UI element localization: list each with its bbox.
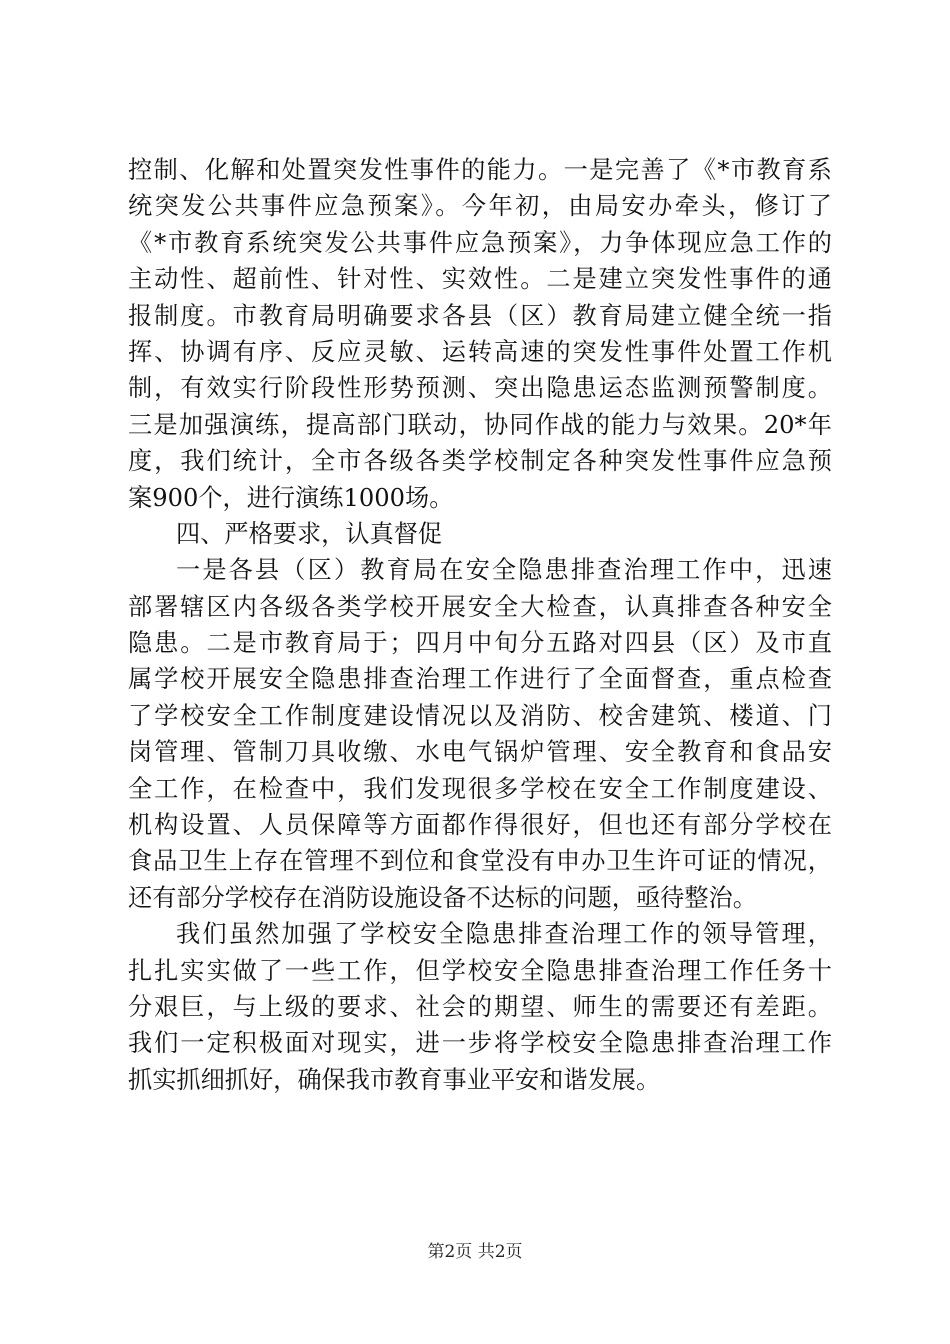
text-line: 一是各县（区）教育局在安全隐患排查治理工作中，迅速 bbox=[176, 556, 832, 585]
text-line: 度，我们统计，全市各级各类学校制定各种突发性事件应急预 bbox=[128, 447, 832, 476]
text-line: 我们一定积极面对现实，进一步将学校安全隐患排查治理工作 bbox=[128, 1029, 832, 1058]
text-line: 隐患。二是市教育局于；四月中旬分五路对四县（区）及市直 bbox=[128, 629, 832, 658]
paragraph-inspection bbox=[128, 552, 832, 916]
text-line: 《*市教育系统突发公共事件应急预案》，力争体现应急工作的 bbox=[128, 228, 832, 257]
text-line: 案900个，进行演练1000场。 bbox=[128, 483, 454, 512]
text-line: 了学校安全工作制度建设情况以及消防、校舍建筑、楼道、门 bbox=[128, 701, 832, 730]
text-line: 我们虽然加强了学校安全隐患排查治理工作的领导管理， bbox=[176, 920, 832, 949]
text-line: 部署辖区内各级各类学校开展安全大检查，认真排查各种安全 bbox=[128, 592, 832, 621]
text-line: 扎扎实实做了一些工作，但学校安全隐患排查治理工作任务十 bbox=[128, 956, 832, 985]
text-line: 全工作，在检查中，我们发现很多学校在安全工作制度建设、 bbox=[128, 774, 832, 803]
text-line: 主动性、超前性、针对性、实效性。二是建立突发性事件的通 bbox=[128, 265, 832, 294]
text-line: 三是加强演练，提高部门联动，协同作战的能力与效果。20*年 bbox=[128, 410, 832, 439]
heading-text: 四、严格要求，认真督促 bbox=[176, 519, 443, 548]
paragraph-conclusion bbox=[128, 916, 832, 1098]
text-line: 报制度。市教育局明确要求各县（区）教育局建立健全统一指 bbox=[128, 301, 832, 330]
text-line: 抓实抓细抓好，确保我市教育事业平安和谐发展。 bbox=[128, 1065, 661, 1094]
document-body bbox=[128, 152, 832, 1098]
text-line: 控制、化解和处置突发性事件的能力。一是完善了《*市教育系 bbox=[128, 156, 832, 184]
text-line: 食品卫生上存在管理不到位和食堂没有申办卫生许可证的情况， bbox=[128, 847, 832, 876]
text-line: 分艰巨，与上级的要求、社会的期望、师生的需要还有差距。 bbox=[128, 992, 832, 1021]
page-number-label: 第2页 共2页 bbox=[427, 1242, 523, 1262]
paragraph-emergency-plans bbox=[128, 152, 832, 516]
text-line: 统突发公共事件应急预案》。今年初，由局安办牵头，修订了 bbox=[128, 192, 832, 221]
text-line: 还有部分学校存在消防设施设备不达标的问题，亟待整治。 bbox=[128, 883, 757, 912]
page-footer bbox=[0, 1240, 950, 1264]
text-line: 岗管理、管制刀具收缴、水电气锅炉管理、安全教育和食品安 bbox=[128, 738, 832, 767]
text-line: 属学校开展安全隐患排查治理工作进行了全面督查，重点检查 bbox=[128, 665, 832, 694]
text-line: 机构设置、人员保障等方面都作得很好，但也还有部分学校在 bbox=[128, 811, 832, 840]
section-heading bbox=[128, 516, 832, 552]
text-line: 制，有效实行阶段性形势预测、突出隐患运态监测预警制度。 bbox=[128, 374, 832, 403]
text-line: 挥、协调有序、反应灵敏、运转高速的突发性事件处置工作机 bbox=[128, 337, 832, 366]
